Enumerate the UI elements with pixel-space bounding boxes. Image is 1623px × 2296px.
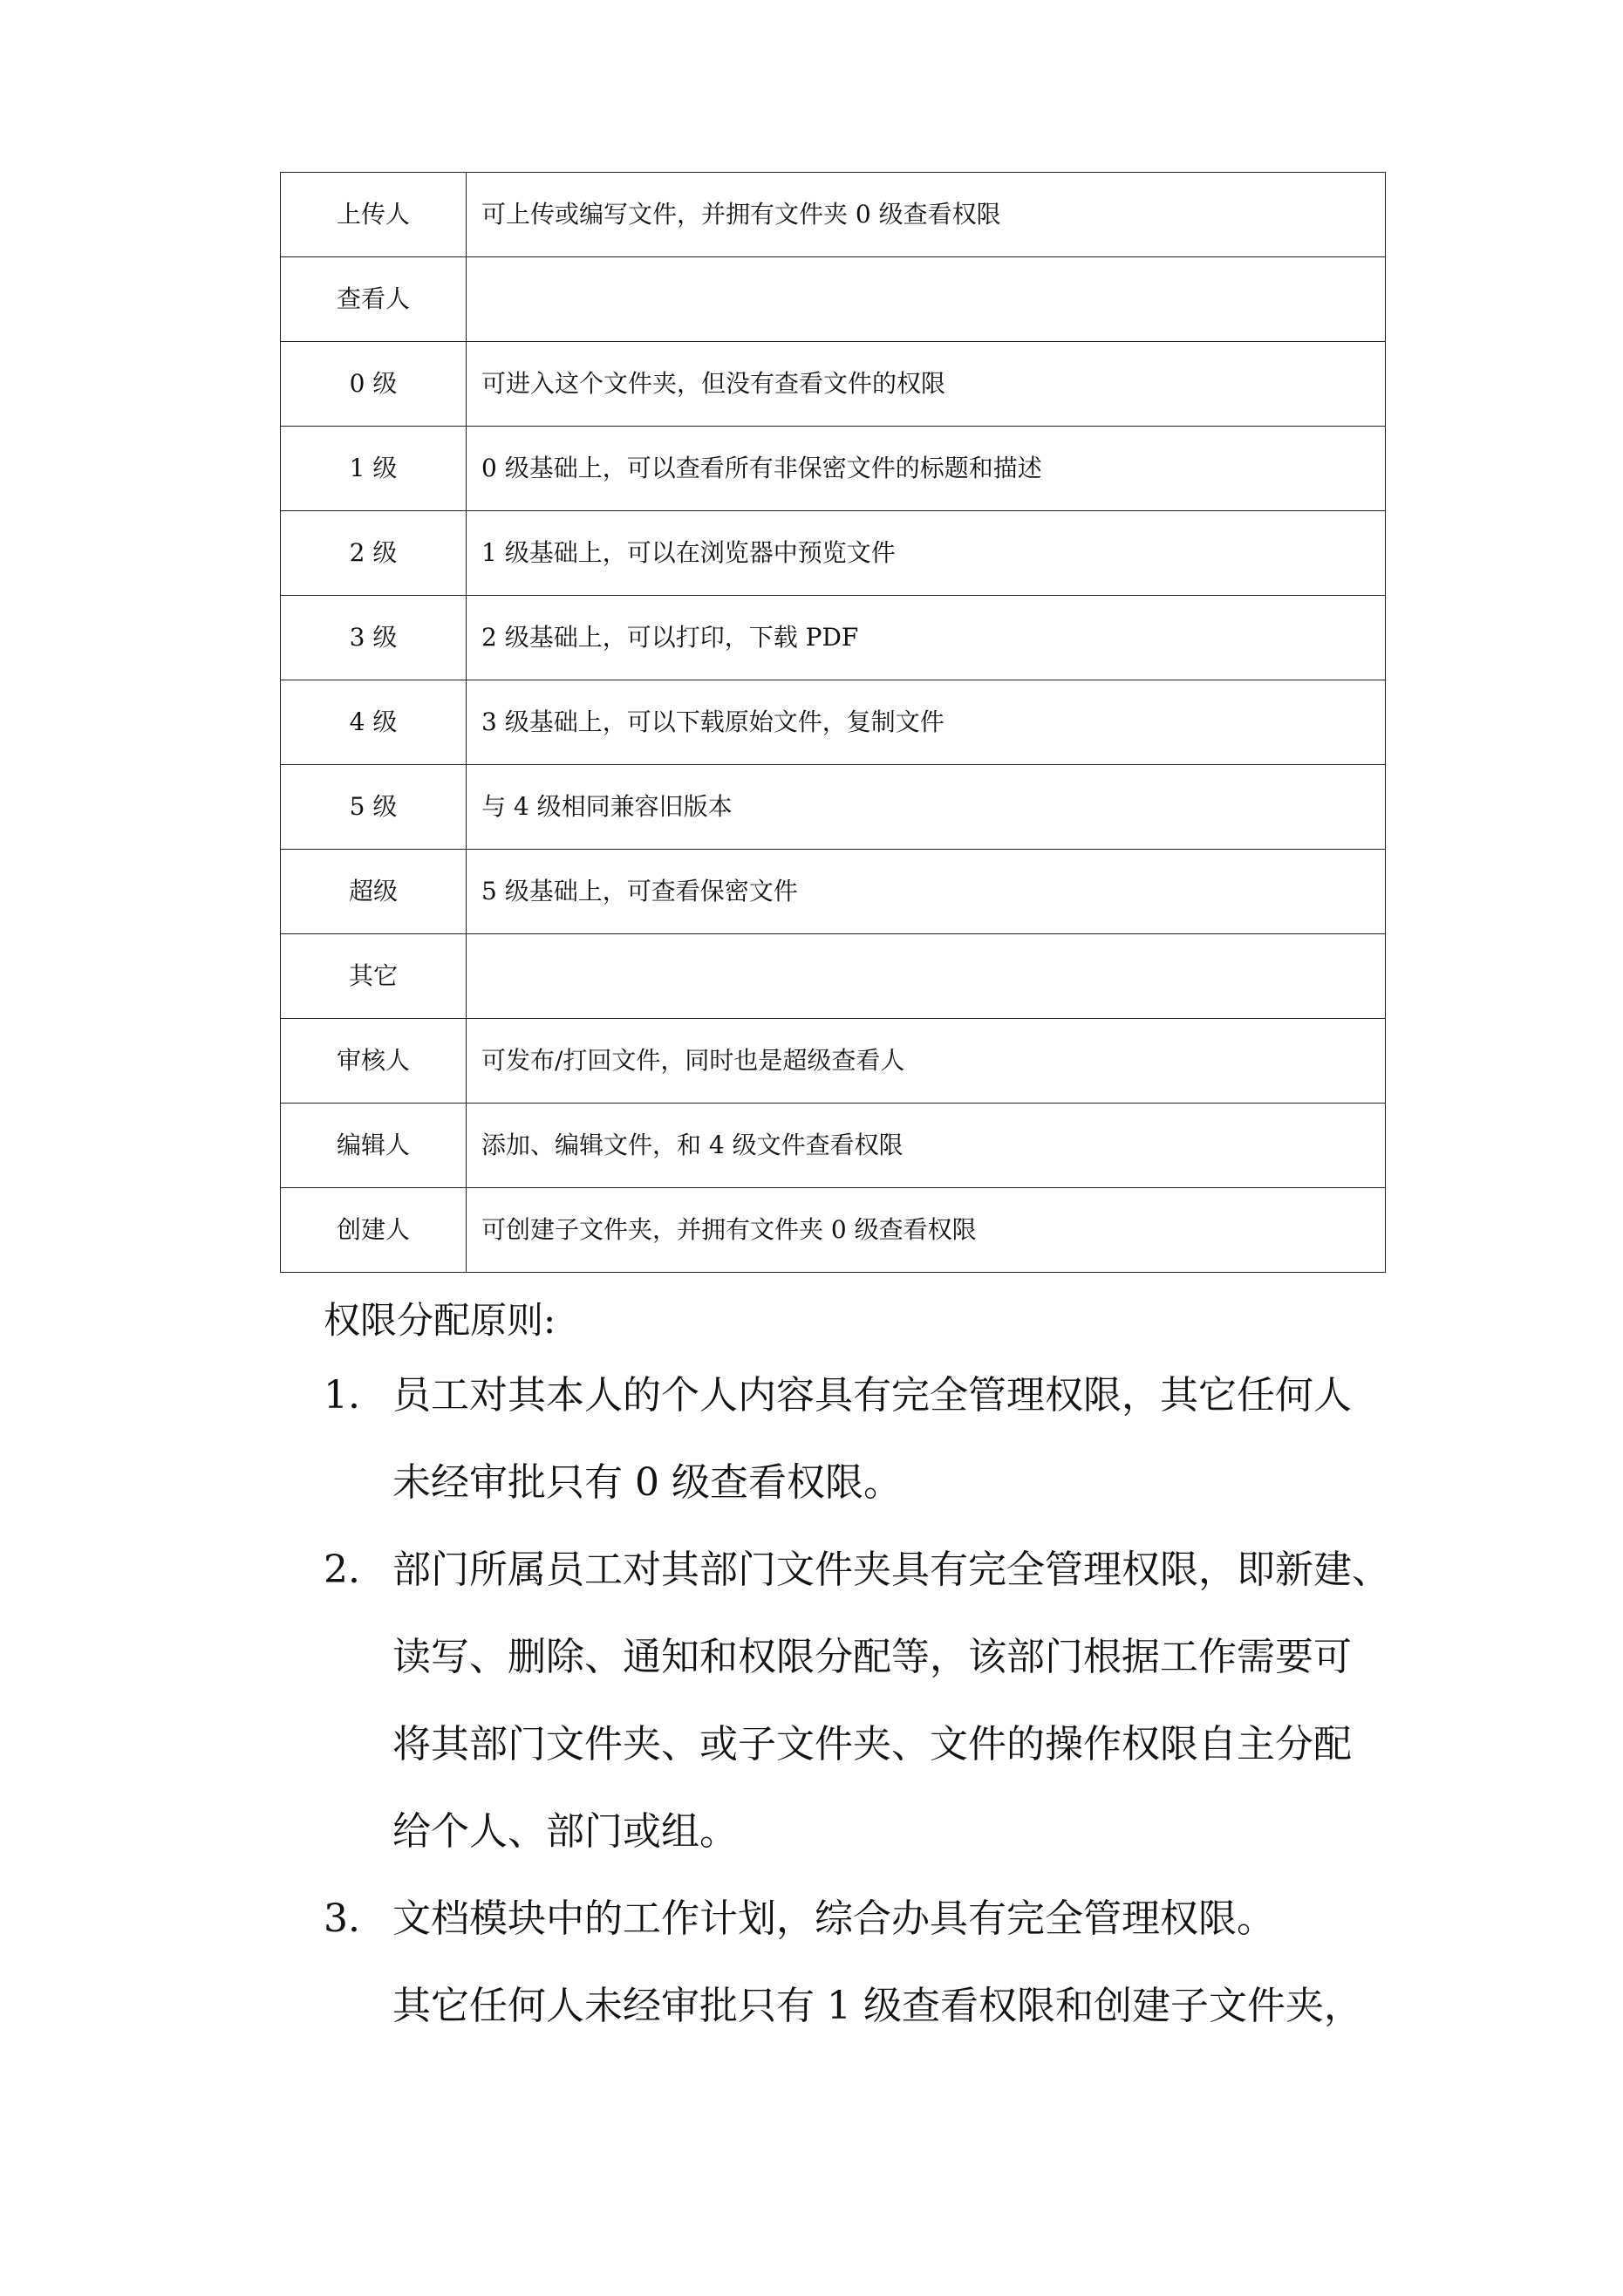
list-item-number: 3. xyxy=(324,1896,360,1941)
role-cell: 3 级 xyxy=(281,596,467,680)
list-item-line: 给个人、部门或组。 xyxy=(392,1809,738,1854)
description-cell: 可发布/打回文件，同时也是超级查看人 xyxy=(467,1019,1386,1104)
description-cell: 3 级基础上，可以下载原始文件，复制文件 xyxy=(467,680,1386,765)
table-row xyxy=(281,173,1386,257)
role-cell: 审核人 xyxy=(281,1019,467,1104)
role-cell: 0 级 xyxy=(281,342,467,427)
role-cell: 1 级 xyxy=(281,427,467,511)
list-item-line: 文档模块中的工作计划，综合办具有完全管理权限。 xyxy=(392,1896,1275,1941)
role-cell: 其它 xyxy=(281,934,467,1019)
description-cell: 可创建子文件夹，并拥有文件夹 0 级查看权限 xyxy=(467,1188,1386,1273)
role-cell: 2 级 xyxy=(281,511,467,596)
description-cell: 0 级基础上，可以查看所有非保密文件的标题和描述 xyxy=(467,427,1386,511)
principles-list xyxy=(324,1352,1422,1963)
table-row xyxy=(281,850,1386,934)
table-row xyxy=(281,596,1386,680)
description-cell: 1 级基础上，可以在浏览器中预览文件 xyxy=(467,511,1386,596)
list-item-line: 将其部门文件夹、或子文件夹、文件的操作权限自主分配 xyxy=(392,1722,1352,1766)
table-row xyxy=(281,934,1386,1019)
list-item xyxy=(324,1527,1422,1876)
role-cell: 4 级 xyxy=(281,680,467,765)
description-cell: 添加、编辑文件，和 4 级文件查看权限 xyxy=(467,1104,1386,1188)
principles-heading: 权限分配原则: xyxy=(324,1299,556,1342)
table-row xyxy=(281,680,1386,765)
table-row xyxy=(281,257,1386,342)
table-row xyxy=(281,1104,1386,1188)
list-item xyxy=(324,1352,1422,1527)
description-cell: 可上传或编写文件，并拥有文件夹 0 级查看权限 xyxy=(467,173,1386,257)
list-item xyxy=(324,1876,1422,1963)
role-cell: 创建人 xyxy=(281,1188,467,1273)
description-cell: 可进入这个文件夹，但没有查看文件的权限 xyxy=(467,342,1386,427)
list-item-number: 2. xyxy=(324,1548,360,1592)
table-row xyxy=(281,1188,1386,1273)
description-cell xyxy=(467,934,1386,1019)
role-cell: 上传人 xyxy=(281,173,467,257)
table-row xyxy=(281,1019,1386,1104)
principles-section xyxy=(324,1289,1422,2050)
table-row xyxy=(281,427,1386,511)
trailing-paragraph: 其它任何人未经审批只有 1 级查看权限和创建子文件夹， xyxy=(392,1984,1362,2028)
role-cell: 查看人 xyxy=(281,257,467,342)
list-item-line: 未经审批只有 0 级查看权限。 xyxy=(392,1460,902,1505)
table-row xyxy=(281,765,1386,850)
permission-table xyxy=(280,172,1386,1273)
role-cell: 5 级 xyxy=(281,765,467,850)
list-item-line: 读写、删除、通知和权限分配等，该部门根据工作需要可 xyxy=(392,1635,1352,1679)
table-row xyxy=(281,342,1386,427)
table-row xyxy=(281,511,1386,596)
description-cell: 与 4 级相同兼容旧版本 xyxy=(467,765,1386,850)
description-cell xyxy=(467,257,1386,342)
list-item-line: 员工对其本人的个人内容具有完全管理权限，其它任何人 xyxy=(392,1373,1352,1418)
description-cell: 5 级基础上，可查看保密文件 xyxy=(467,850,1386,934)
list-item-line: 部门所属员工对其部门文件夹具有完全管理权限，即新建、 xyxy=(392,1548,1390,1592)
list-item-number: 1. xyxy=(324,1373,360,1418)
description-cell: 2 级基础上，可以打印，下载 PDF xyxy=(467,596,1386,680)
role-cell: 超级 xyxy=(281,850,467,934)
role-cell: 编辑人 xyxy=(281,1104,467,1188)
